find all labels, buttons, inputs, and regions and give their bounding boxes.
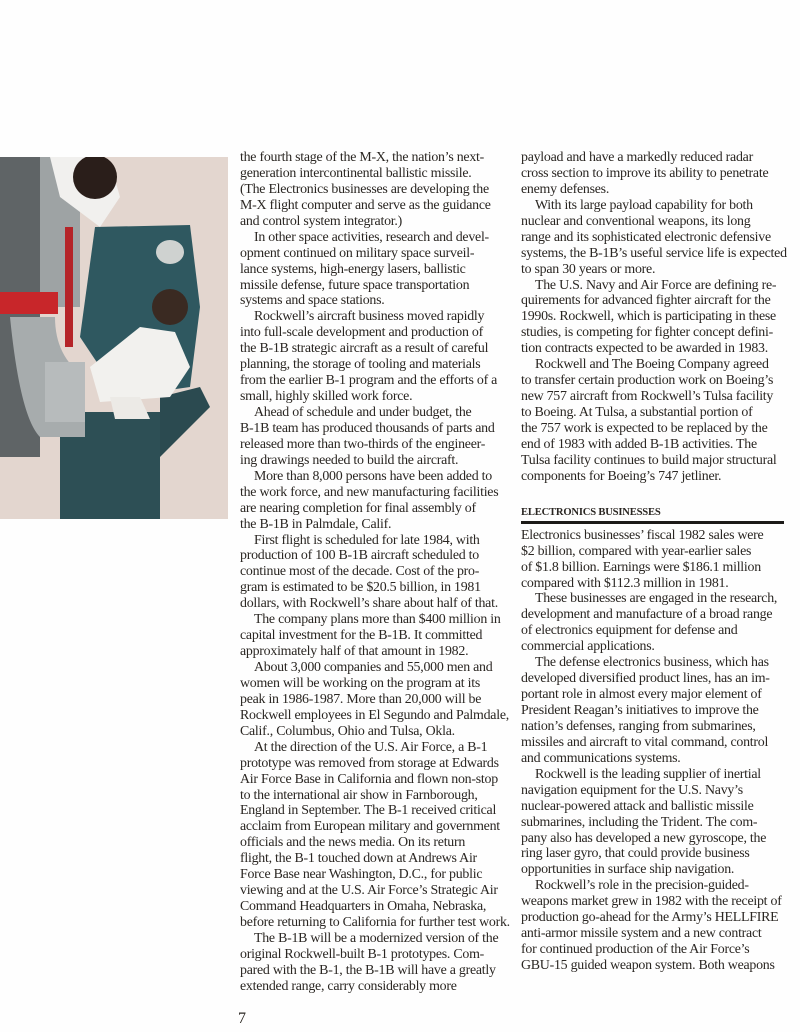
text-line: production go-ahead for the Army’s HELLFIRE <box>521 910 779 926</box>
paragraph <box>521 357 800 485</box>
text-line: flight, the B-1 touched down at Andrews Air <box>240 851 477 867</box>
text-line: production of 100 B-1B aircraft scheduled to <box>240 548 479 564</box>
text-line: Rockwell’s role in the precision-guided- <box>535 878 749 894</box>
paragraph <box>240 660 525 740</box>
text-line: into full-scale development and production of <box>240 325 483 341</box>
text-line: generation intercontinental ballistic missile. <box>240 165 472 181</box>
text-line: components for Boeing’s 747 jetliner. <box>521 468 722 484</box>
text-line: pany also has developed a new gyroscope, the <box>521 830 767 846</box>
text-line: B-1B team has produced thousands of parts and <box>240 420 495 436</box>
text-line: navigation equipment for the U.S. Navy’s <box>521 782 743 798</box>
text-line: Rockwell’s aircraft business moved rapidly <box>254 309 485 325</box>
text-line: Electronics businesses’ fiscal 1982 sales were <box>521 527 764 543</box>
text-line: missiles and aircraft to vital command, control <box>521 734 769 750</box>
paragraph <box>521 591 800 655</box>
paragraph <box>240 533 525 613</box>
paragraph <box>521 528 800 592</box>
text-line: President Reagan’s initiatives to improve the <box>521 703 759 718</box>
paragraph <box>240 309 525 405</box>
text-line: Force Base near Washington, D.C., for public <box>240 867 483 883</box>
heading-rule <box>521 521 784 524</box>
text-line: Calif., Columbus, Ohio and Tulsa, Okla. <box>240 723 455 739</box>
text-line: peak in 1986-1987. More than 20,000 will be <box>240 691 482 707</box>
text-line: for continued production of the Air Force’s <box>521 942 750 958</box>
text-line: First flight is scheduled for late 1984, with <box>254 532 480 548</box>
paragraph <box>240 230 525 310</box>
text-line: dollars, with Rockwell’s share about half of that. <box>240 596 498 612</box>
text-line: to the international air show in Farnborough, <box>240 787 478 803</box>
text-line: extended range, carry considerably more <box>240 978 457 994</box>
paragraph <box>521 278 800 358</box>
text-line: officials and the news media. On its return <box>240 835 466 851</box>
text-line: The U.S. Navy and Air Force are defining re- <box>535 277 777 293</box>
text-line: viewing and at the U.S. Air Force’s Strategic Air <box>240 883 498 899</box>
text-line: acclaim from European military and government <box>240 819 500 835</box>
text-column-2 <box>521 150 800 974</box>
text-line: end of 1983 with added B-1B activities. The <box>521 436 757 452</box>
text-line: Rockwell and The Boeing Company agreed <box>535 357 769 373</box>
text-line: and control system integrator.) <box>240 213 402 229</box>
paragraph <box>240 931 525 995</box>
section-heading: ELECTRONICS BUSINESSES <box>521 506 661 518</box>
paragraph <box>521 655 800 767</box>
text-line: pared with the B-1, the B-1B will have a greatly <box>240 962 496 978</box>
text-line: women will be working on the program at its <box>240 675 481 691</box>
text-line: M-X flight computer and serve as the guidance <box>240 197 491 213</box>
text-line: developed diversified product lines, has an im- <box>521 671 770 687</box>
text-line: The company plans more than $400 million in <box>254 612 501 628</box>
text-line: Tulsa facility continues to build major structural <box>521 452 777 468</box>
text-line: missile defense, future space transportation <box>240 277 470 293</box>
text-line: the 757 work is expected to be replaced by the <box>521 420 768 436</box>
text-line: original Rockwell-built B-1 prototypes. Com- <box>240 946 485 962</box>
text-line: compared with $112.3 million in 1981. <box>521 575 729 591</box>
text-line: Ahead of schedule and under budget, the <box>254 405 472 420</box>
text-line: capital investment for the B-1B. It committed <box>240 628 483 644</box>
text-line: systems, the B-1B’s useful service life is expected <box>521 245 787 261</box>
text-line: nuclear-powered attack and ballistic missile <box>521 798 754 814</box>
text-line: development and manufacture of a broad range <box>521 607 773 623</box>
text-line: tion contracts expected to be awarded in 1983. <box>521 341 768 357</box>
text-line: the work force, and new manufacturing facilities <box>240 484 499 500</box>
text-line: Rockwell is the leading supplier of inertial <box>535 766 761 782</box>
paragraph <box>521 878 800 974</box>
text-line: nuclear and conventional weapons, its long <box>521 213 751 229</box>
text-line: systems and space stations. <box>240 293 385 309</box>
text-line: of electronics equipment for defense and <box>521 623 738 639</box>
text-line: (The Electronics businesses are developing the <box>240 181 489 197</box>
text-line: from the earlier B-1 program and the efforts of a <box>240 373 498 389</box>
text-line: England in September. The B-1 received critical <box>240 803 497 819</box>
photo-illustration-icon <box>0 157 228 519</box>
text-line: opportunities in surface ship navigation. <box>521 862 735 878</box>
paragraph <box>521 767 800 879</box>
text-line: ring laser gyro, that could provide business <box>521 846 750 862</box>
text-line: continue most of the decade. Cost of the pro- <box>240 564 480 580</box>
text-line: cross section to improve its ability to penetrate <box>521 165 769 181</box>
paragraph <box>521 198 800 278</box>
text-line: before returning to California for further test work. <box>240 915 510 930</box>
text-line: and communications systems. <box>521 750 681 766</box>
paragraph <box>240 612 525 660</box>
text-line: approximately half of that amount in 1982. <box>240 644 469 660</box>
text-line: In other space activities, research and devel- <box>254 229 489 245</box>
text-line: GBU-15 guided weapon system. Both weapons <box>521 958 775 973</box>
page-number: 7 <box>238 1010 246 1027</box>
paragraph <box>521 150 800 198</box>
text-line: About 3,000 companies and 55,000 men and <box>254 660 493 675</box>
text-line: Air Force Base in California and flown non-stop <box>240 771 498 787</box>
text-line: The B-1B will be a modernized version of the <box>254 930 499 946</box>
text-line: the B-1B strategic aircraft as a result of careful <box>240 341 489 357</box>
text-line: of $1.8 billion. Earnings were $186.1 million <box>521 559 761 575</box>
paragraph <box>240 740 525 931</box>
text-line: to transfer certain production work on Boeing’s <box>521 373 774 389</box>
text-line: portant role in almost every major element of <box>521 687 762 703</box>
text-line: enemy defenses. <box>521 181 610 197</box>
paragraph <box>240 405 525 469</box>
text-line: submarines, including the Trident. The com- <box>521 814 758 830</box>
text-line: anti-armor missile system and a new contract <box>521 926 762 942</box>
text-line: planning, the storage of tooling and materials <box>240 357 481 373</box>
text-line: lance systems, high-energy lasers, ballistic <box>240 261 466 277</box>
text-line: These businesses are engaged in the research, <box>535 591 778 607</box>
text-line: 1990s. Rockwell, which is participating in these <box>521 309 776 325</box>
text-line: studies, is competing for fighter concept defini- <box>521 325 773 341</box>
text-line: $2 billion, compared with year-earlier sales <box>521 543 752 559</box>
photo-technicians-assembling-engine <box>0 157 228 519</box>
text-line: weapons market grew in 1982 with the receipt of <box>521 894 782 910</box>
text-line: nation’s defenses, ranging from submarines, <box>521 718 756 734</box>
text-line: Command Headquarters in Omaha, Nebraska, <box>240 899 487 915</box>
text-line: With its large payload capability for both <box>535 197 753 213</box>
text-line: More than 8,000 persons have been added to <box>254 468 492 484</box>
text-line: the fourth stage of the M-X, the nation’s next- <box>240 150 485 165</box>
text-line: Rockwell employees in El Segundo and Palmdale, <box>240 707 509 723</box>
text-line: gram is estimated to be $20.5 billion, in 1981 <box>240 580 481 596</box>
paragraph <box>240 150 525 230</box>
text-line: prototype was removed from storage at Edwards <box>240 755 499 771</box>
text-line: to Boeing. At Tulsa, a substantial portion of <box>521 405 753 420</box>
text-line: At the direction of the U.S. Air Force, a B-1 <box>254 739 488 755</box>
text-line: new 757 aircraft from Rockwell’s Tulsa facility <box>521 389 774 405</box>
text-line: to span 30 years or more. <box>521 261 656 277</box>
text-line: payload and have a markedly reduced radar <box>521 150 753 165</box>
text-line: the B-1B in Palmdale, Calif. <box>240 516 392 532</box>
text-line: range and its sophisticated electronic defensive <box>521 229 771 245</box>
text-line: quirements for advanced fighter aircraft for the <box>521 293 771 309</box>
text-column-1 <box>240 150 525 995</box>
text-line: opment continued on military space surveil- <box>240 245 475 261</box>
text-line: The defense electronics business, which has <box>535 655 769 671</box>
paragraph <box>240 469 525 533</box>
text-line: ing drawings needed to build the aircraft. <box>240 452 459 468</box>
text-line: small, highly skilled work force. <box>240 389 413 405</box>
text-line: are nearing completion for final assembly of <box>240 500 476 516</box>
text-line: commercial applications. <box>521 639 655 655</box>
text-line: released more than two-thirds of the engineer- <box>240 436 486 452</box>
